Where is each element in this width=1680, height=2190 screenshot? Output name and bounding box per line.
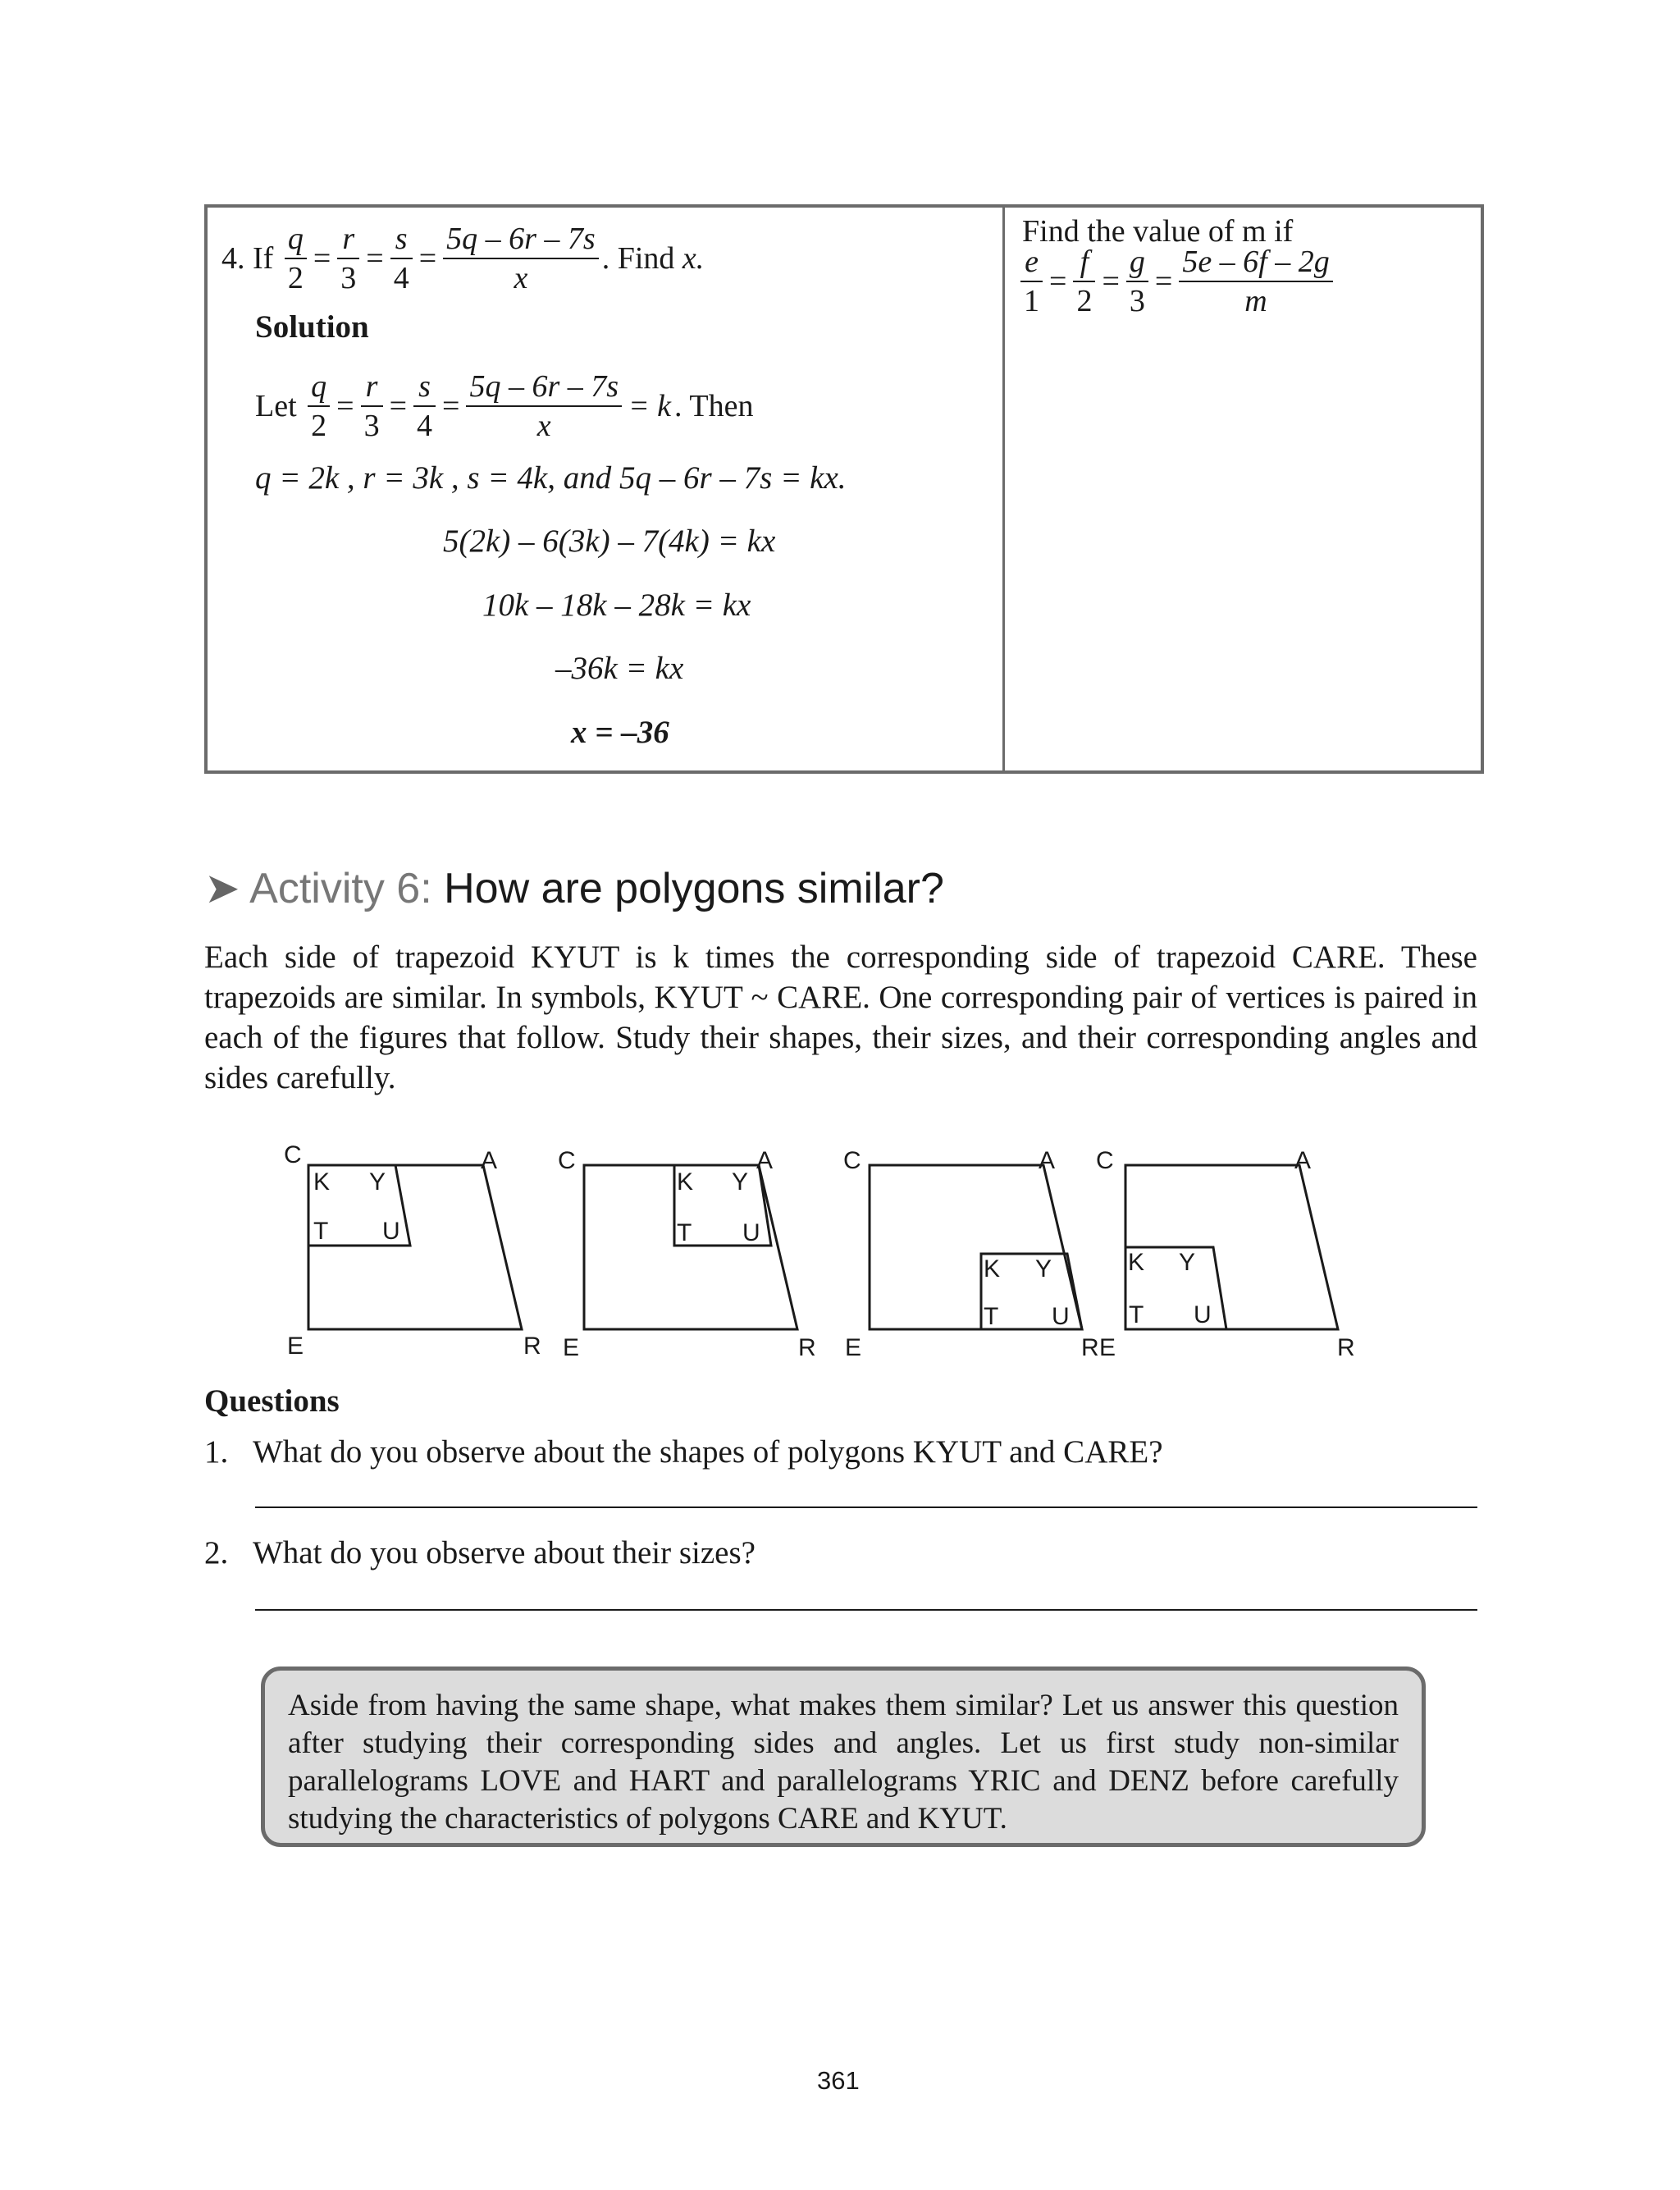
trapezoid-figures xyxy=(0,1132,1680,1378)
solution-heading: Solution xyxy=(255,309,369,345)
svg-text:R: R xyxy=(798,1334,816,1361)
table-divider xyxy=(1002,204,1005,770)
solution-line-4: –36k = kx xyxy=(555,651,684,686)
question-1: 1. What do you observe about the shapes of polygons KYUT and CARE? xyxy=(204,1434,1163,1470)
svg-text:Y: Y xyxy=(732,1168,749,1196)
svg-text:A: A xyxy=(481,1147,498,1174)
svg-text:Y: Y xyxy=(1035,1255,1052,1282)
activity-paragraph: Each side of trapezoid KYUT is k times the corresponding side of trapezoid CARE. These trapezoids are similar. In symbols, KYUT ~ CARE. One corresponding pair of vertices is paired in each of the figures that follow. Study their shapes, their sizes, and their corresponding angles and sides carefully. xyxy=(204,940,1477,1095)
problem-4-statement: 4. If $\frac{q}{2}$ = $\frac{r}{3}$ = $\frac{s}{4}$ = $\frac{5q - 6r - 7s}{x}$ . Find x. xyxy=(221,222,705,295)
question-2: 2. What do you observe about their sizes? xyxy=(204,1535,756,1570)
problem-number: 4. If xyxy=(221,241,274,276)
svg-text:U: U xyxy=(1052,1303,1070,1330)
exercise-prompt: Find the value of m if xyxy=(1022,214,1294,249)
svg-text:R: R xyxy=(1337,1334,1355,1361)
solution-line-1: q = 2k , r = 3k , s = 4k, and 5q – 6r – 7s = kx. xyxy=(255,460,847,496)
svg-text:K: K xyxy=(313,1168,331,1196)
svg-text:A: A xyxy=(1294,1147,1312,1174)
svg-text:C: C xyxy=(1096,1147,1114,1174)
activity-title: How are polygons similar? xyxy=(444,865,944,912)
svg-text:T: T xyxy=(677,1219,692,1246)
svg-text:U: U xyxy=(742,1219,760,1246)
svg-text:T: T xyxy=(1129,1301,1144,1328)
svg-text:K: K xyxy=(984,1255,1001,1282)
svg-text:C: C xyxy=(284,1141,302,1168)
svg-text:E: E xyxy=(563,1334,580,1361)
exercise-equation: $\frac{e}{1}$ = $\frac{f}{2}$ = $\frac{g}{3}$ = $\frac{5e - 6f - 2g}{m}$ xyxy=(1017,246,1336,317)
fraction-big: $\frac{5q - 6r - 7s}{x}$ xyxy=(443,223,599,294)
svg-text:A: A xyxy=(756,1147,774,1174)
fraction-q: $\frac{q}{2}$ xyxy=(285,223,307,294)
arrow-icon: ➤ xyxy=(204,865,240,912)
page-number: 361 xyxy=(817,2066,860,2095)
svg-text:C: C xyxy=(843,1147,861,1174)
svg-text:E: E xyxy=(1099,1334,1116,1361)
solution-line-2: 5(2k) – 6(3k) – 7(4k) = kx xyxy=(443,523,776,559)
answer-line-2[interactable] xyxy=(255,1609,1477,1611)
svg-text:C: C xyxy=(558,1147,576,1174)
svg-text:A: A xyxy=(1039,1147,1056,1174)
svg-text:Y: Y xyxy=(369,1168,386,1196)
svg-text:E: E xyxy=(845,1334,862,1361)
svg-text:U: U xyxy=(1194,1301,1212,1328)
fraction-r: $\frac{r}{3}$ xyxy=(337,223,359,294)
svg-text:E: E xyxy=(287,1333,304,1360)
svg-text:Y: Y xyxy=(1179,1249,1196,1276)
svg-text:K: K xyxy=(1128,1249,1145,1276)
questions-heading: Questions xyxy=(204,1383,340,1419)
svg-text:R: R xyxy=(1081,1334,1099,1361)
let-statement: Let $\frac{q}{2}$ = $\frac{r}{3}$ = $\frac{s}{4}$ = $\frac{5q - 6r - 7s}{x}$ = k . Then xyxy=(255,369,754,443)
svg-text:R: R xyxy=(523,1333,541,1360)
svg-text:U: U xyxy=(382,1218,400,1245)
svg-text:T: T xyxy=(313,1218,329,1245)
svg-text:K: K xyxy=(677,1168,694,1196)
callout-text: Aside from having the same shape, what makes them similar? Let us answer this question after studying their corresponding sides and angles. Let us first study non-similar parallelograms LOVE and HART and parallelograms YRIC and DENZ before carefully studying the characteristics of polygons CARE and KYUT. xyxy=(288,1689,1399,1836)
trapezoid-care-3 xyxy=(870,1165,1082,1329)
answer-line-1[interactable] xyxy=(255,1506,1477,1508)
callout-box xyxy=(261,1667,1426,1847)
activity-heading xyxy=(204,864,944,913)
solution-line-3: 10k – 18k – 28k = kx xyxy=(482,588,751,623)
fraction-s: $\frac{s}{4}$ xyxy=(390,223,413,294)
solution-answer: x = –36 xyxy=(571,715,669,750)
svg-text:T: T xyxy=(984,1303,999,1330)
trapezoid-care-1 xyxy=(308,1165,522,1329)
activity-label: Activity 6: xyxy=(249,865,432,912)
